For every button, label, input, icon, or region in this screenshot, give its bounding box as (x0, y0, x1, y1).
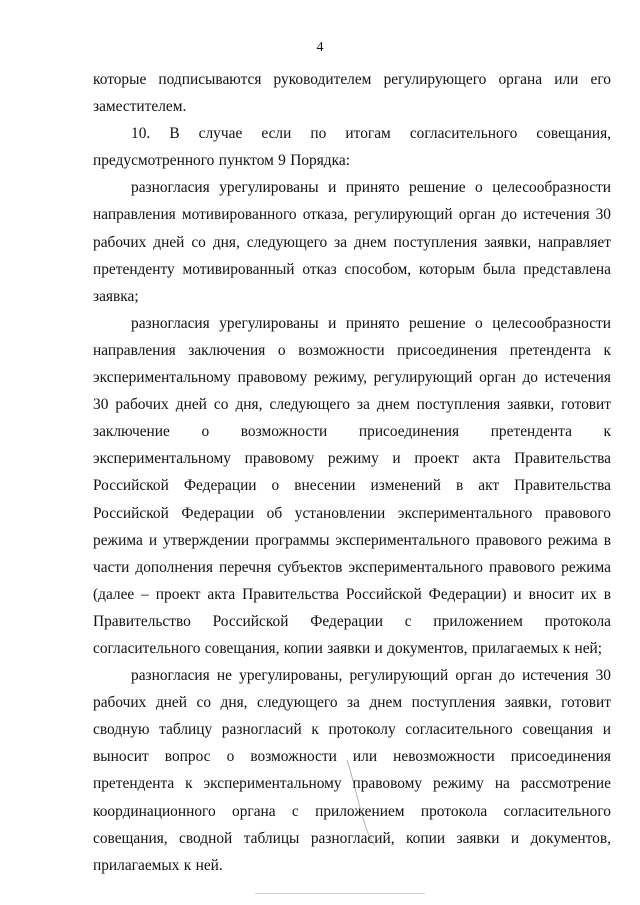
bottom-divider (255, 893, 425, 894)
paragraph-case-disagreement: разногласия не урегулированы, регулирующий орган до истечения 30 рабочих дней со дня, следующего за днем поступления заявки, готовит сводную таблицу разногласий к протоколу согласительного совещания и выносит вопрос о возможности или невозможности присоединения претендента к экспериментальному правовому режиму на рассмотрение координационного органа с приложением протокола согласительного совещания, сводной таблицы разногласий, копии заявки и документов, прилагаемых к ней. (93, 667, 611, 874)
page-number: 4 (316, 40, 324, 55)
paragraph-item-10: 10. В случае если по итогам согласительного совещания, предусмотренного пунктом 9 Порядка: (93, 125, 611, 170)
document-body (93, 66, 611, 879)
paragraph-continuation: которые подписываются руководителем регулирующего органа или его заместителем. (93, 71, 611, 116)
paragraph-case-conclusion: разногласия урегулированы и принято решение о целесообразности направления заключения о возможности присоединения претендента к экспериментальному правовому режиму, регулирующий орган до истечения 30 рабочих дней со дня, следующего за днем поступления заявки, готовит заключение о возможности присоединения претендента к экспериментальному правовому режиму и проект акта Правительства Российской Федерации о внесении изменений в акт Правительства Российской Федерации об установлении экспериментального правового режима и утверждении программы экспериментального правового режима в части дополнения перечня субъектов экспериментального правового режима (далее – проект акта Правительства Российской Федерации) и вносит их в Правительство Российской Федерации с приложением протокола согласительного совещания, копии заявки и документов, прилагаемых к ней; (93, 314, 611, 657)
paragraph-case-refusal: разногласия урегулированы и принято решение о целесообразности направления мотивированного отказа, регулирующий орган до истечения 30 рабочих дней со дня, следующего за днем поступления заявки, направляет претенденту мотивированный отказ способом, которым была представлена заявка; (93, 179, 611, 305)
